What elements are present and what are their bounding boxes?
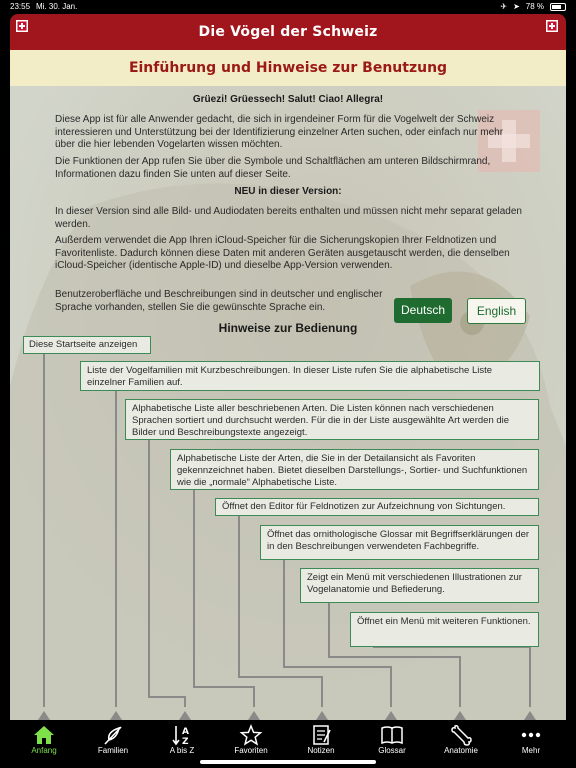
callout-glossar: Öffnet das ornithologische Glossar mit Begriffserklärungen der in den Beschreibungen verwendeten Fachbegriffe.	[260, 525, 539, 560]
connector-line	[43, 350, 45, 707]
connector-line	[184, 696, 186, 707]
callout-anfang: Diese Startseite anzeigen	[23, 336, 151, 354]
tab-glossar-label: Glossar	[378, 746, 406, 755]
tab-a-bis-z-label: A bis Z	[169, 746, 195, 755]
connector-line	[328, 599, 330, 656]
new-version-heading: NEU in dieser Version:	[234, 186, 342, 197]
tab-mehr[interactable]	[499, 720, 563, 768]
language-hint-paragraph: Benutzeroberfläche und Beschreibungen sind in deutscher und englischer Sprache vorhanden, stellen Sie die gewünschte Sprache ein.	[55, 289, 383, 313]
tab-mehr-label: Mehr	[521, 746, 541, 755]
connector-line	[193, 686, 253, 688]
language-english-button[interactable]: English	[467, 298, 526, 324]
hints-heading: Hinweise zur Bedienung	[218, 321, 358, 335]
status-date: Mi. 30. Jan.	[36, 2, 78, 11]
pointer-triangle	[524, 711, 536, 720]
callout-a-bis-z: Alphabetische Liste aller beschriebenen Arten. Die Listen können nach verschiedenen Sprachen sortiert und durchsucht werden. Für die in der Liste ausgewählte Art werden die Bilder und Beschreibungstexte angezeigt.	[125, 399, 539, 440]
callout-familien: Liste der Vogelfamilien mit Kurzbeschreibungen. In dieser Liste rufen Sie die alphabetische Liste einzelner Familien auf.	[80, 361, 540, 391]
pointer-triangle	[38, 711, 50, 720]
callout-mehr: Öffnet ein Menü mit weiteren Funktionen.	[350, 612, 539, 647]
home-indicator	[200, 760, 376, 764]
connector-line	[328, 656, 459, 658]
callout-anatomie: Zeigt ein Menü mit verschiedenen Illustrationen zur Vogelanatomie und Befiederung.	[300, 568, 539, 603]
page-subtitle: Einführung und Hinweise zur Benutzung	[10, 50, 566, 86]
connector-line	[283, 666, 390, 668]
connector-line	[193, 472, 195, 686]
connector-line	[115, 377, 117, 707]
content-area	[10, 86, 566, 720]
tab-notizen-label: Notizen	[307, 746, 335, 755]
status-time: 23:55	[10, 2, 31, 11]
callout-notizen: Öffnet den Editor für Feldnotizen zur Aufzeichnung von Sichtungen.	[215, 498, 539, 516]
notepad-icon	[309, 724, 333, 746]
pointer-triangle	[110, 711, 122, 720]
status-right	[500, 0, 566, 14]
pointer-triangle	[385, 711, 397, 720]
pointer-triangle	[179, 711, 191, 720]
title-bar	[10, 14, 566, 50]
intro-paragraph-4: Außerdem verwendet die App Ihren iCloud-Speicher für die Sicherungskopien Ihrer Feldnotizen und Favoritenliste. Dadurch können diese Daten mit anderen Geräten ausgetauscht werden, die denselben iCloud-Speicher (identische Apple-ID) und dieselbe App-Version verwenden.	[55, 235, 510, 271]
connector-line	[283, 548, 285, 666]
pointer-triangle	[316, 711, 328, 720]
tab-anfang[interactable]	[12, 720, 76, 768]
airplane-icon: ✈	[500, 2, 508, 11]
svg-text:Z: Z	[182, 737, 189, 746]
connector-line	[148, 414, 150, 696]
tab-familien-label: Familien	[97, 746, 129, 755]
tab-anatomie-label: Anatomie	[444, 746, 478, 755]
battery-percent: 78 %	[525, 2, 544, 11]
location-icon: ➤	[513, 2, 520, 11]
battery-icon	[550, 3, 566, 11]
svg-text:A: A	[182, 727, 189, 737]
home-icon	[32, 724, 56, 746]
pointer-triangle	[248, 711, 260, 720]
app-title: Die Vögel der Schweiz	[198, 24, 378, 40]
connector-line	[529, 646, 531, 707]
more-icon	[519, 724, 543, 746]
tab-familien[interactable]	[81, 720, 145, 768]
connector-line	[459, 656, 461, 707]
greeting-heading: Grüezi! Grüessech! Salut! Ciao! Allegra!	[192, 94, 384, 105]
connector-line	[238, 676, 321, 678]
connector-line	[253, 686, 255, 707]
swiss-cross-left-icon[interactable]	[16, 20, 28, 32]
tab-anatomie[interactable]	[429, 720, 493, 768]
bone-icon	[449, 724, 473, 746]
tab-anfang-label: Anfang	[31, 746, 57, 755]
tab-favoriten-label: Favoriten	[234, 746, 268, 755]
language-deutsch-button[interactable]: Deutsch	[394, 298, 452, 323]
sort-az-icon	[170, 724, 194, 746]
callout-favoriten: Alphabetische Liste der Arten, die Sie in der Detailansicht als Favoriten gekennzeichnet haben. Bietet dieselben Darstellungs-, Sortier- und Suchfunktionen wie die „normale“ Alphabetische Liste.	[170, 449, 539, 490]
status-bar	[0, 0, 576, 14]
pointer-triangle	[454, 711, 466, 720]
connector-line	[390, 666, 392, 707]
connector-line	[321, 676, 323, 707]
connector-line	[148, 696, 184, 698]
star-icon	[239, 724, 263, 746]
swiss-cross-right-icon[interactable]	[546, 20, 558, 32]
intro-paragraph-3: In dieser Version sind alle Bild- und Audiodaten bereits enthalten und müssen nicht mehr separat geladen werden.	[55, 206, 522, 230]
feather-icon	[101, 724, 125, 746]
connector-line	[238, 507, 240, 676]
intro-paragraph-2: Die Funktionen der App rufen Sie über die Symbole und Schaltflächen am unteren Bildschirmrand, Informationen dazu finden Sie unten auf dieser Seite.	[55, 156, 491, 180]
intro-paragraph-1: Diese App ist für alle Anwender gedacht, die sich in irgendeiner Form für die Vogelwelt der Schweiz interessieren und Unterstützung bei der Identifizierung einzelner Arten suchen, oder einfach nur mehr über die hier lebenden Vogelarten wissen möchten.	[55, 114, 504, 150]
book-icon	[380, 724, 404, 746]
